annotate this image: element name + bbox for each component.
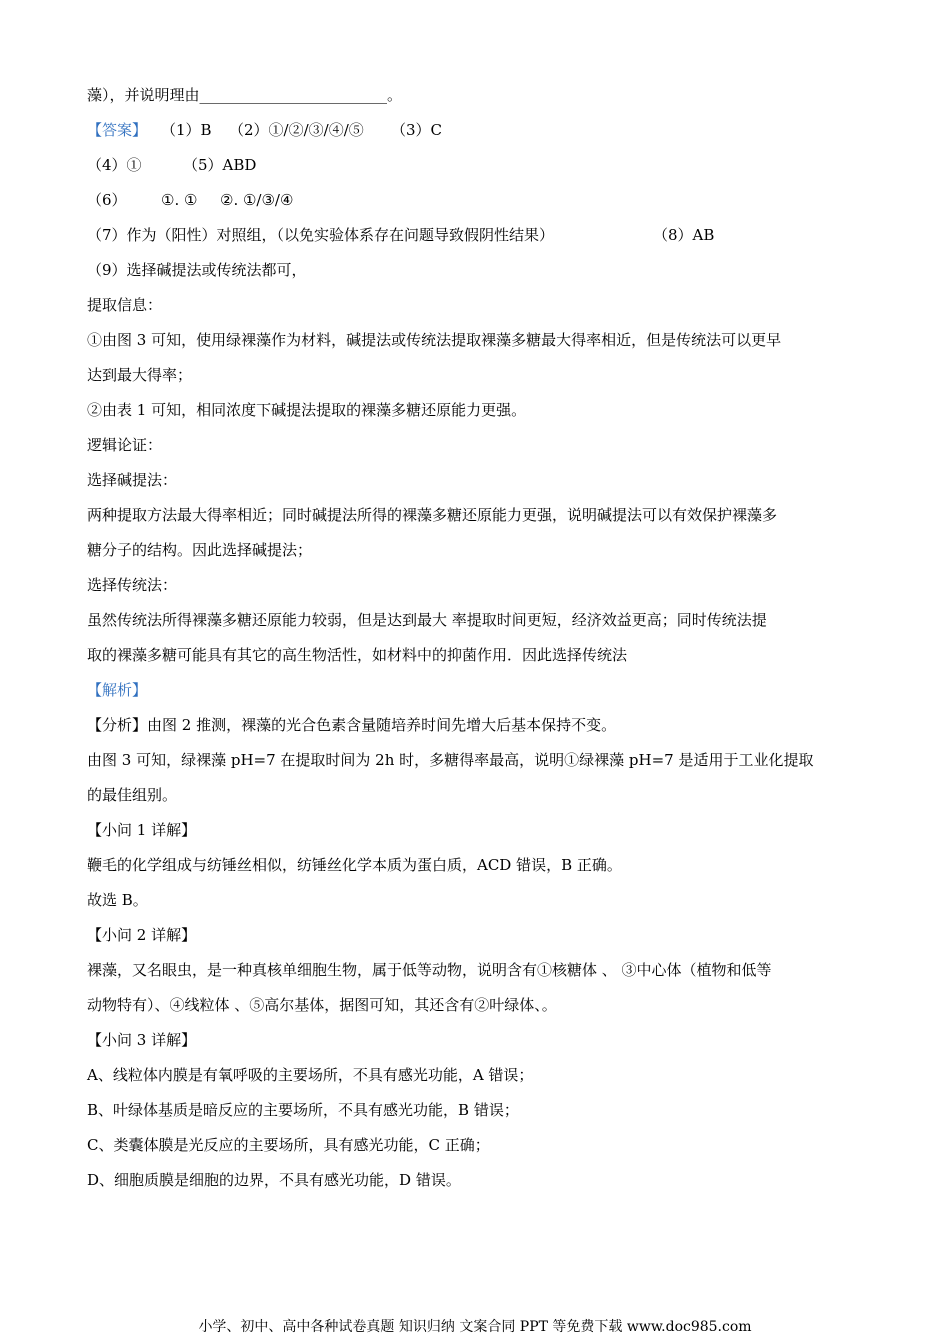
- analysis-line: [87, 883, 877, 918]
- answer-body-text: 两种提取方法最大得率相近；同时碱提法所得的裸藻多糖还原能力更强，说明碱提法可以有效保护裸藻多: [87, 506, 778, 524]
- answer-body-text: ②由表 1 可知，相同浓度下碱提法提取的裸藻多糖还原能力更强。: [87, 401, 527, 419]
- answer-item-8: （8）AB: [653, 226, 715, 244]
- answer-body-text: 虽然传统法所得裸藻多糖还原能力较弱，但是达到最大 率提取时间更短，经济效益更高；同时传统法提: [87, 611, 767, 629]
- analysis-line: [87, 1093, 877, 1128]
- answer-item-7: （7）作为（阳性）对照组，（以免实验体系存在问题导致假阴性结果）: [87, 226, 555, 244]
- answer-tag: 【答案】: [87, 121, 148, 139]
- answer-body-text: 逻辑论证：: [87, 436, 163, 454]
- answer-item-6-part-2: ②. ①/③/④: [220, 191, 294, 209]
- analysis-line: [87, 1163, 877, 1198]
- answer-body-line: [87, 638, 877, 673]
- question-tail-text: 藻），并说明理由_________________________。: [87, 86, 403, 104]
- answer-body-text: 提取信息：: [87, 296, 163, 314]
- analysis-text: 【分析】由图 2 推测，裸藻的光合色素含量随培养时间先增大后基本保持不变。: [87, 716, 617, 734]
- answer-item-1: （1）B: [161, 121, 212, 139]
- answer-body-line: [87, 393, 877, 428]
- analysis-text: 【小问 2 详解】: [87, 926, 197, 944]
- analysis-line: [87, 1058, 877, 1093]
- footer-text: 小学、初中、高中各种试卷真题 知识归纳 文案合同 PPT 等免费下载 www.doc985.com: [198, 1319, 752, 1335]
- analysis-line: [87, 918, 877, 953]
- analysis-text: 鞭毛的化学组成与纺锤丝相似，纺锤丝化学本质为蛋白质，ACD 错误，B 正确。: [87, 856, 622, 874]
- analysis-text: 动物特有）、④线粒体 、⑤高尔基体，据图可知，其还含有②叶绿体、。: [87, 996, 557, 1014]
- answer-body-text: 取的裸藻多糖可能具有其它的高生物活性，如材料中的抑菌作用．因此选择传统法: [87, 646, 628, 664]
- answer-row-2: [87, 148, 877, 183]
- analysis-line: [87, 988, 877, 1023]
- answer-item-9: （9）选择碱提法或传统法都可，: [87, 261, 307, 279]
- answer-row-5: [87, 253, 877, 288]
- analysis-line: [87, 848, 877, 883]
- analysis-text: 裸藻，又名眼虫，是一种真核单细胞生物，属于低等动物，说明含有①核糖体 、 ③中心体（植物和低等: [87, 961, 772, 979]
- document-page: [87, 78, 877, 1198]
- answer-item-4: （4）①: [87, 156, 142, 174]
- analysis-line: [87, 953, 877, 988]
- answer-item-3: （3）C: [391, 121, 443, 139]
- answer-body-line: [87, 358, 877, 393]
- analysis-text: B、叶绿体基质是暗反应的主要场所，不具有感光功能，B 错误；: [87, 1101, 519, 1119]
- answer-body-line: [87, 288, 877, 323]
- analysis-tag-line: [87, 673, 877, 708]
- answer-row-4: [87, 218, 877, 253]
- analysis-text: 故选 B。: [87, 891, 148, 909]
- analysis-line: [87, 708, 877, 743]
- answer-body-line: [87, 603, 877, 638]
- answer-body-line: [87, 568, 877, 603]
- answer-body-line: [87, 428, 877, 463]
- answer-item-6: （6）: [87, 191, 127, 209]
- analysis-line: [87, 778, 877, 813]
- answer-body-text: 选择传统法：: [87, 576, 178, 594]
- analysis-text: A、线粒体内膜是有氧呼吸的主要场所，不具有感光功能，A 错误；: [87, 1066, 534, 1084]
- answer-row-1: [87, 113, 877, 148]
- answer-body-text: ①由图 3 可知，使用绿裸藻作为材料，碱提法或传统法提取裸藻多糖最大得率相近，但是传统法可以更早: [87, 331, 782, 349]
- answer-body-text: 糖分子的结构。因此选择碱提法；: [87, 541, 313, 559]
- analysis-text: 的最佳组别。: [87, 786, 178, 804]
- answer-item-6-part-1: ①. ①: [161, 191, 198, 209]
- analysis-line: [87, 743, 877, 778]
- analysis-line: [87, 1128, 877, 1163]
- answer-body-line: [87, 533, 877, 568]
- answer-row-3: [87, 183, 877, 218]
- question-tail-line: [87, 78, 877, 113]
- answer-body-text: 选择碱提法：: [87, 471, 178, 489]
- analysis-tag: 【解析】: [87, 681, 148, 699]
- answer-item-2: （2）①/②/③/④/⑤: [229, 121, 364, 139]
- analysis-text: C、类囊体膜是光反应的主要场所，具有感光功能，C 正确；: [87, 1136, 490, 1154]
- answer-body-line: [87, 323, 877, 358]
- analysis-text: D、细胞质膜是细胞的边界，不具有感光功能，D 错误。: [87, 1171, 461, 1189]
- page-footer: [0, 1316, 950, 1336]
- answer-item-5: （5）ABD: [183, 156, 257, 174]
- answer-body-text: 达到最大得率；: [87, 366, 193, 384]
- analysis-line: [87, 1023, 877, 1058]
- analysis-text: 【小问 1 详解】: [87, 821, 197, 839]
- answer-body-line: [87, 498, 877, 533]
- analysis-text: 由图 3 可知，绿裸藻 pH=7 在提取时间为 2h 时，多糖得率最高，说明①绿裸藻 pH=7 是适用于工业化提取: [87, 751, 814, 769]
- analysis-text: 【小问 3 详解】: [87, 1031, 197, 1049]
- answer-body-line: [87, 463, 877, 498]
- analysis-line: [87, 813, 877, 848]
